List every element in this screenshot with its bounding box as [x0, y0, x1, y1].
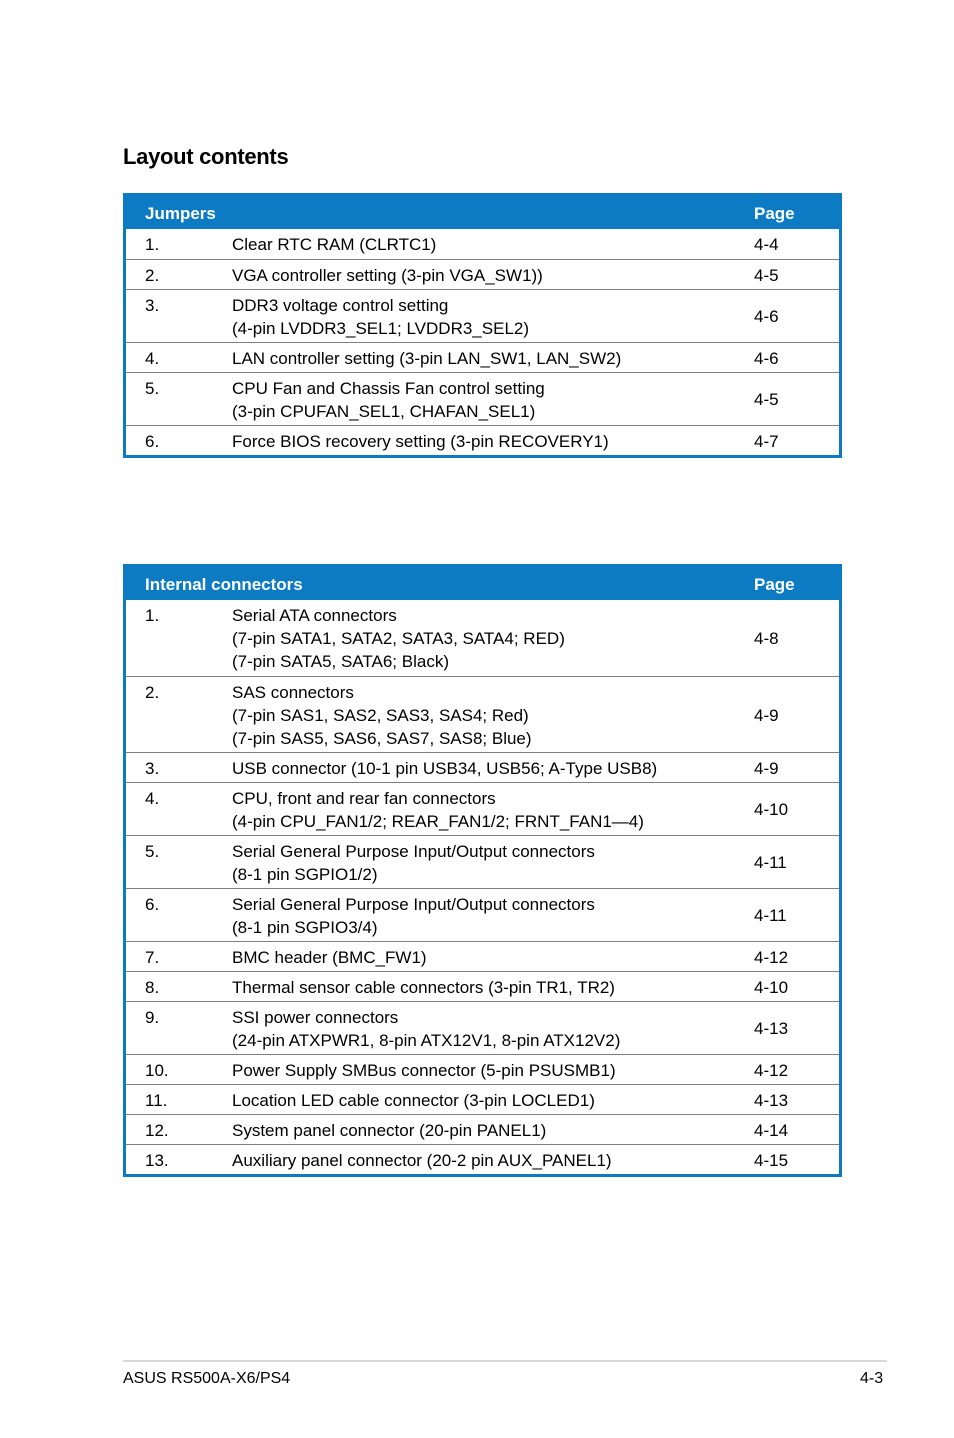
row-description [232, 1089, 595, 1112]
jumpers-rows [126, 229, 839, 455]
table-row [126, 289, 839, 342]
description-line: (7-pin SAS1, SAS2, SAS3, SAS4; Red) [232, 706, 529, 725]
header-jumpers: Jumpers [145, 204, 216, 223]
row-description [232, 233, 436, 256]
row-description [232, 377, 545, 423]
description-line: DDR3 voltage control setting [232, 296, 449, 315]
row-description [232, 294, 529, 340]
row-description [232, 1119, 546, 1142]
description-line: (3-pin CPUFAN_SEL1, CHAFAN_SEL1) [232, 402, 536, 421]
description-line: VGA controller setting (3-pin VGA_SW1)) [232, 266, 543, 285]
row-number: 8. [145, 978, 160, 997]
description-line: SAS connectors [232, 683, 354, 702]
description-line: Force BIOS recovery setting (3-pin RECOVERY1) [232, 432, 609, 451]
table-row [126, 229, 839, 259]
description-line: (4-pin LVDDR3_SEL1; LVDDR3_SEL2) [232, 319, 530, 338]
table-header [126, 567, 839, 600]
jumpers-table [123, 193, 842, 458]
row-number: 3. [145, 296, 160, 315]
table-row [126, 941, 839, 971]
row-page: 4-5 [754, 266, 779, 285]
row-description [232, 976, 615, 999]
row-number: 10. [145, 1061, 169, 1080]
row-number: 3. [145, 759, 160, 778]
description-line: Thermal sensor cable connectors (3-pin TR1, TR2) [232, 978, 615, 997]
table-row [126, 782, 839, 835]
table-row [126, 1054, 839, 1084]
table-row [126, 888, 839, 941]
description-line: Serial ATA connectors [232, 606, 397, 625]
row-description [232, 787, 644, 833]
footer-product: ASUS RS500A-X6/PS4 [123, 1370, 291, 1387]
description-line: CPU, front and rear fan connectors [232, 789, 496, 808]
row-page: 4-4 [754, 235, 779, 254]
table-row [126, 752, 839, 782]
description-line: (7-pin SAS5, SAS6, SAS7, SAS8; Blue) [232, 729, 532, 748]
table-row [126, 1144, 839, 1174]
row-page: 4-13 [754, 1091, 789, 1110]
row-number: 4. [145, 349, 160, 368]
row-description [232, 840, 595, 886]
description-line: USB connector (10-1 pin USB34, USB56; A-Type USB8) [232, 759, 658, 778]
table-row [126, 1114, 839, 1144]
row-page: 4-5 [754, 390, 779, 409]
row-number: 5. [145, 842, 160, 861]
row-number: 6. [145, 895, 160, 914]
row-description [232, 757, 657, 780]
row-page: 4-13 [754, 1019, 789, 1038]
row-number: 2. [145, 266, 160, 285]
header-internal-connectors: Internal connectors [145, 575, 303, 594]
description-line: (8-1 pin SGPIO1/2) [232, 865, 378, 884]
row-number: 2. [145, 683, 160, 702]
row-page: 4-11 [754, 906, 787, 925]
row-number: 5. [145, 379, 160, 398]
table-row [126, 372, 839, 425]
row-number: 1. [145, 606, 160, 625]
table-row [126, 1001, 839, 1054]
description-line: (7-pin SATA1, SATA2, SATA3, SATA4; RED) [232, 629, 565, 648]
description-line: (4-pin CPU_FAN1/2; REAR_FAN1/2; FRNT_FAN1—4) [232, 812, 644, 831]
row-description [232, 1006, 620, 1052]
table-row [126, 259, 839, 289]
row-page: 4-10 [754, 978, 789, 997]
table-row [126, 1084, 839, 1114]
row-number: 9. [145, 1008, 160, 1027]
description-line: SSI power connectors [232, 1008, 399, 1027]
row-page: 4-12 [754, 1061, 789, 1080]
row-description [232, 604, 565, 673]
row-description [232, 264, 543, 287]
row-description [232, 946, 427, 969]
description-line: Auxiliary panel connector (20-2 pin AUX_PANEL1) [232, 1151, 612, 1170]
row-page: 4-6 [754, 349, 779, 368]
description-line: (7-pin SATA5, SATA6; Black) [232, 652, 449, 671]
description-line: Power Supply SMBus connector (5-pin PSUSMB1) [232, 1061, 616, 1080]
footer-divider [123, 1360, 887, 1362]
internal-connectors-table [123, 564, 842, 1177]
row-number: 11. [145, 1091, 168, 1110]
row-number: 1. [145, 235, 160, 254]
description-line: Serial General Purpose Input/Output connectors [232, 895, 595, 914]
row-page: 4-8 [754, 629, 779, 648]
row-description [232, 1059, 616, 1082]
row-number: 4. [145, 789, 160, 808]
row-page: 4-9 [754, 759, 779, 778]
connectors-rows [126, 600, 839, 1174]
description-line: BMC header (BMC_FW1) [232, 948, 427, 967]
table-row [126, 971, 839, 1001]
table-header [126, 196, 839, 229]
description-line: Serial General Purpose Input/Output connectors [232, 842, 595, 861]
header-page: Page [754, 204, 795, 223]
page-title: Layout contents [123, 144, 289, 169]
row-page: 4-6 [754, 307, 779, 326]
description-line: CPU Fan and Chassis Fan control setting [232, 379, 545, 398]
row-description [232, 681, 532, 750]
description-line: Clear RTC RAM (CLRTC1) [232, 235, 437, 254]
description-line: LAN controller setting (3-pin LAN_SW1, LAN_SW2) [232, 349, 622, 368]
row-number: 13. [145, 1151, 169, 1170]
footer-page-number: 4-3 [860, 1370, 884, 1387]
description-line: (8-1 pin SGPIO3/4) [232, 918, 378, 937]
row-description [232, 430, 609, 453]
table-row [126, 676, 839, 752]
row-number: 6. [145, 432, 160, 451]
row-page: 4-11 [754, 853, 787, 872]
row-number: 12. [145, 1121, 169, 1140]
row-page: 4-14 [754, 1121, 789, 1140]
row-description [232, 893, 595, 939]
description-line: (24-pin ATXPWR1, 8-pin ATX12V1, 8-pin ATX12V2) [232, 1031, 621, 1050]
row-page: 4-7 [754, 432, 779, 451]
row-page: 4-12 [754, 948, 789, 967]
row-page: 4-9 [754, 706, 779, 725]
row-description [232, 1149, 612, 1172]
header-page: Page [754, 575, 795, 594]
description-line: System panel connector (20-pin PANEL1) [232, 1121, 547, 1140]
row-description [232, 347, 621, 370]
row-page: 4-15 [754, 1151, 789, 1170]
table-row [126, 600, 839, 676]
row-page: 4-10 [754, 800, 789, 819]
table-row [126, 425, 839, 455]
table-row [126, 835, 839, 888]
table-row [126, 342, 839, 372]
row-number: 7. [145, 948, 160, 967]
description-line: Location LED cable connector (3-pin LOCLED1) [232, 1091, 595, 1110]
